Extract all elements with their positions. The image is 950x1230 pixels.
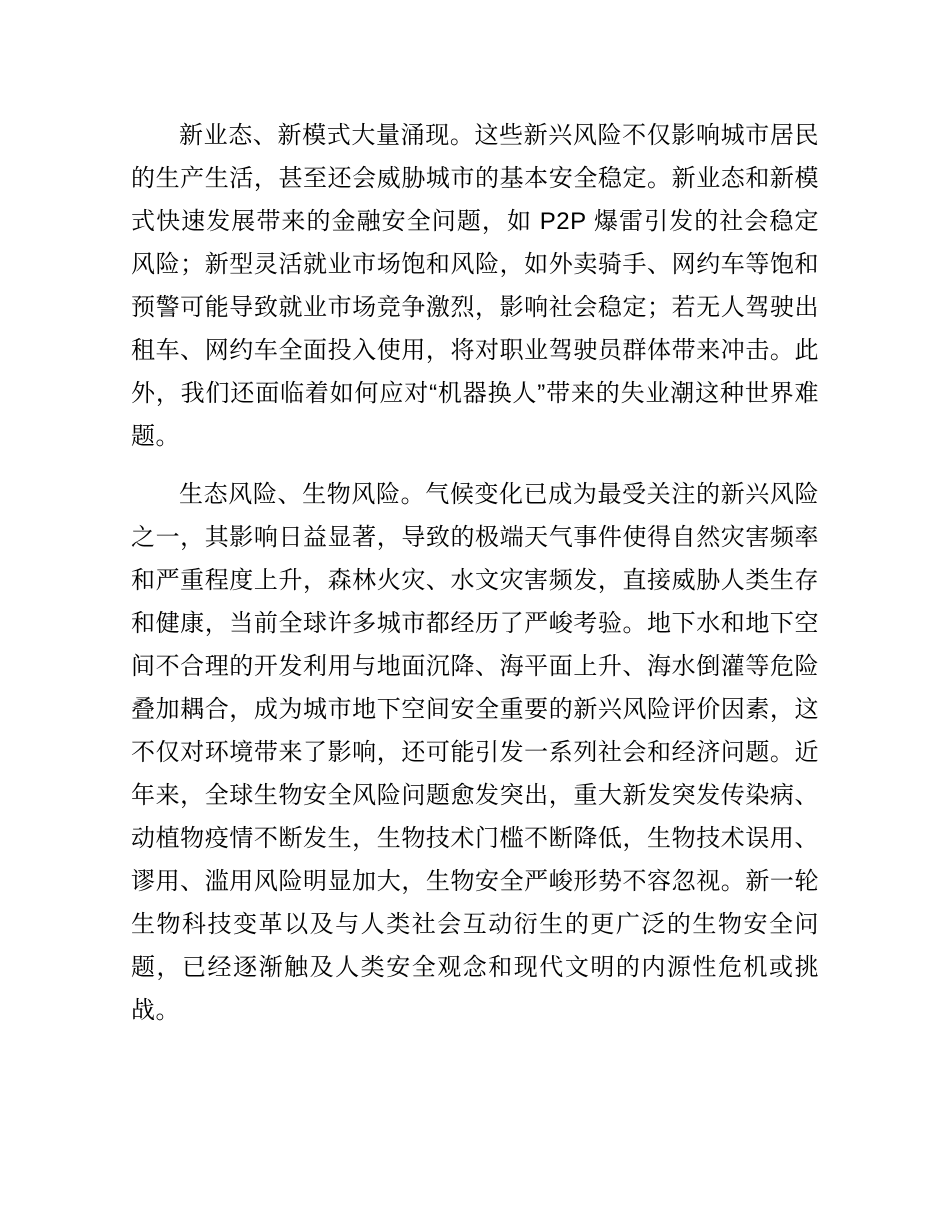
paragraph-new-business-risks: 新业态、新模式大量涌现。这些新兴风险不仅影响城市居民的生产生活，甚至还会威胁城市的基本安全稳定。新业态和新模式快速发展带来的金融安全问题，如 P2P 爆雷引发的社会稳定风险；新型灵活就业市场饱和风险，如外卖骑手、网约车等饱和预警可能导致就业市场竞争激烈，影响社会稳定；若无人驾驶出租车、网约车全面投入使用，将对职业驾驶员群体带来冲击。此外，我们还面临着如何应对“机器换人”带来的失业潮这种世界难题。 (131, 122, 819, 450)
paragraph-ecological-biological-risks: 生态风险、生物风险。气候变化已成为最受关注的新兴风险之一，其影响日益显著，导致的极端天气事件使得自然灾害频率和严重程度上升，森林火灾、水文灾害频发，直接威胁人类生存和健康，当前全球许多城市都经历了严峻考验。地下水和地下空间不合理的开发利用与地面沉降、海平面上升、海水倒灌等危险叠加耦合，成为城市地下空间安全重要的新兴风险评价因素，这不仅对环境带来了影响，还可能引发一系列社会和经济问题。近年来，全球生物安全风险问题愈发突出，重大新发突发传染病、动植物疫情不断发生，生物技术门槛不断降低，生物技术误用、谬用、滥用风险明显加大，生物安全严峻形势不容忽视。新一轮生物科技变革以及与人类社会互动衍生的更广泛的生物安全问题，已经逐渐触及人类安全观念和现代文明的内源性危机或挑战。 (131, 481, 819, 1024)
